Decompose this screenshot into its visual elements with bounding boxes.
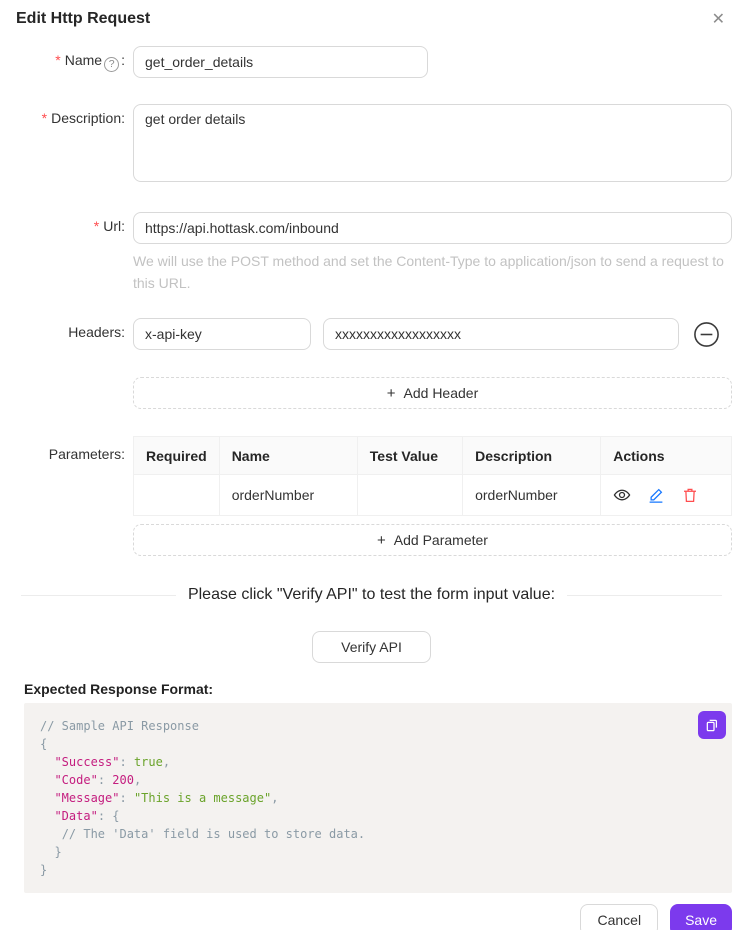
- plus-icon: +: [377, 531, 386, 549]
- required-asterisk: *: [93, 218, 100, 234]
- col-header-actions: Actions: [601, 437, 732, 475]
- col-header-description: Description: [463, 437, 601, 475]
- eye-icon: [613, 486, 631, 504]
- copy-icon: [704, 717, 720, 733]
- parameters-row: [0, 436, 743, 556]
- expected-response-heading: Expected Response Format:: [24, 681, 214, 697]
- minus-circle-icon: [693, 321, 720, 348]
- description-label: * Description:: [41, 110, 125, 126]
- name-label: * Name ? :: [55, 52, 125, 70]
- col-header-required: Required: [134, 437, 220, 475]
- url-label: * Url:: [93, 218, 125, 234]
- required-asterisk: *: [41, 110, 48, 126]
- delete-parameter-button[interactable]: [681, 486, 699, 504]
- url-input[interactable]: [133, 212, 732, 244]
- description-row: [0, 104, 743, 185]
- remove-header-button[interactable]: [693, 321, 720, 348]
- add-parameter-button[interactable]: [133, 524, 732, 556]
- dialog-footer: [0, 904, 732, 930]
- parameter-table-row: [134, 475, 732, 516]
- copy-button[interactable]: [698, 711, 726, 739]
- headers-row: [0, 318, 743, 350]
- parameters-label: Parameters:: [48, 446, 125, 462]
- header-value-input[interactable]: [323, 318, 679, 350]
- response-code-block: [24, 703, 732, 893]
- parameters-table: [133, 436, 732, 516]
- col-header-test-value: Test Value: [357, 437, 462, 475]
- url-hint: We will use the POST method and set the Content-Type to application/json to send a request to this URL.: [133, 253, 724, 291]
- edit-parameter-button[interactable]: [647, 486, 665, 504]
- cell-test-value: [357, 475, 462, 516]
- cell-description: orderNumber: [463, 475, 601, 516]
- cell-required: [134, 475, 220, 516]
- verify-divider: [21, 586, 722, 604]
- add-header-button[interactable]: [133, 377, 732, 409]
- headers-label: Headers:: [68, 324, 125, 340]
- col-header-name: Name: [219, 437, 357, 475]
- help-icon[interactable]: ?: [104, 57, 119, 72]
- save-button[interactable]: Save: [670, 904, 732, 930]
- description-textarea[interactable]: [133, 104, 732, 182]
- header-key-input[interactable]: [133, 318, 311, 350]
- name-row: [0, 46, 743, 78]
- plus-icon: +: [386, 384, 396, 402]
- verify-api-button[interactable]: Verify API: [312, 631, 431, 663]
- dialog-header: [0, 0, 743, 32]
- parameters-header-row: [134, 437, 732, 475]
- add-parameter-label: Add Parameter: [393, 532, 488, 548]
- name-input[interactable]: [133, 46, 428, 78]
- required-asterisk: *: [55, 52, 61, 68]
- trash-icon: [681, 486, 699, 504]
- edit-icon: [647, 486, 665, 504]
- cell-name: orderNumber: [219, 475, 357, 516]
- view-parameter-button[interactable]: [613, 486, 631, 504]
- code-content: // Sample API Response { "Success": true, "Code": 200, "Message": "This is a message", "Data": { // The 'Data' field is used to store data. } }: [40, 719, 366, 877]
- dialog-title: Edit Http Request: [16, 10, 151, 27]
- verify-divider-text: Please click "Verify API" to test the form input value:: [187, 586, 556, 603]
- url-row: [0, 212, 743, 294]
- cancel-button[interactable]: Cancel: [580, 904, 658, 930]
- add-header-label: Add Header: [403, 385, 479, 401]
- close-icon[interactable]: ✕: [711, 11, 725, 28]
